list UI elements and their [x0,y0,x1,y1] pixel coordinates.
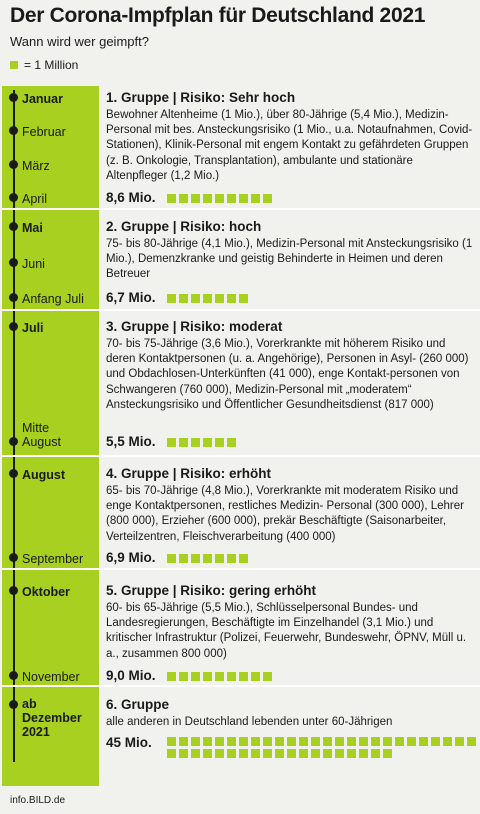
million-blocks [167,438,307,447]
million-square-icon [179,749,188,758]
million-square-icon [203,749,212,758]
million-square-icon [227,672,236,681]
million-square-icon [251,737,260,746]
million-square-icon [239,554,248,563]
million-square-icon [191,438,200,447]
million-square-icon [395,737,404,746]
million-square-icon [215,438,224,447]
group-description: 75- bis 80-Jährige (4,1 Mio.), Medizin-Personal mit Ansteckungsrisiko (1 Mio.), Demenzkranke und geistig Behinderte in Heimen und deren Betreuer [106,238,473,281]
million-square-icon [191,294,200,303]
million-square-icon [179,438,188,447]
source-label: info.BILD.de [10,795,66,806]
million-square-icon [203,438,212,447]
timeline-dot [9,553,18,562]
million-square-icon [419,737,428,746]
page-subtitle: Wann wird wer geimpft? [10,34,149,49]
month-label: März [22,159,50,173]
million-square-icon [311,737,320,746]
million-square-icon [239,737,248,746]
million-square-icon [227,749,236,758]
timeline-dot [9,586,18,595]
timeline-dot [9,93,18,102]
million-square-icon [227,438,236,447]
million-square-icon [359,749,368,758]
legend-square-icon [10,61,18,69]
million-square-icon [227,194,236,203]
month-label: September [22,552,84,566]
timeline-dot [9,671,18,680]
group-description: alle anderen in Deutschland lebenden unter 60-Jährigen [106,716,393,728]
million-square-icon [383,737,392,746]
row-separator [2,208,480,210]
page-title: Der Corona-Impfplan für Deutschland 2021 [10,4,426,27]
million-square-icon [191,737,200,746]
million-square-icon [203,737,212,746]
timeline-dot [9,193,18,202]
group-title: 2. Gruppe | Risiko: hoch [106,219,262,234]
million-square-icon [215,554,224,563]
million-square-icon [227,737,236,746]
group-description: 60- bis 65-Jährige (5,5 Mio.), Schlüsselpersonal Bundes- und Landesregierungen, Beschäftigte im Einzelhandel (3,1 Mio.) und kritischer Infrastruktur (Polizei, Feuerwehr, Bundeswehr, ÖPNV, Müll u. a., zusammen 800 000) [106,602,467,660]
group-total: 6,9 Mio. [106,550,156,565]
group-total: 6,7 Mio. [106,290,156,305]
month-label: April [22,192,48,206]
million-square-icon [371,749,380,758]
million-square-icon [167,672,176,681]
million-square-icon [263,749,272,758]
million-square-icon [251,194,260,203]
month-label: Mai [22,221,43,235]
million-square-icon [167,749,176,758]
million-square-icon [215,294,224,303]
million-square-icon [287,737,296,746]
million-square-icon [179,737,188,746]
timeline-dot [9,469,18,478]
million-square-icon [203,554,212,563]
million-square-icon [371,737,380,746]
million-square-icon [227,294,236,303]
group-title: 6. Gruppe [106,697,170,712]
million-square-icon [335,749,344,758]
million-square-icon [215,672,224,681]
timeline-line [13,90,15,762]
million-square-icon [323,737,332,746]
million-square-icon [335,737,344,746]
month-label: Oktober [22,585,70,599]
million-square-icon [239,749,248,758]
group-total: 5,5 Mio. [106,434,156,449]
million-square-icon [191,749,200,758]
million-square-icon [203,294,212,303]
timeline-dot [9,437,18,446]
million-square-icon [179,554,188,563]
million-square-icon [263,194,272,203]
legend [10,58,78,72]
timeline-dot [9,258,18,267]
million-square-icon [167,438,176,447]
million-square-icon [383,749,392,758]
million-square-icon [467,737,476,746]
million-square-icon [287,749,296,758]
million-blocks [167,554,307,563]
million-square-icon [179,294,188,303]
month-label: Januar [22,92,63,106]
month-label: Februar [22,125,66,139]
million-blocks [167,737,477,758]
million-square-icon [167,294,176,303]
million-square-icon [347,749,356,758]
million-blocks [167,294,307,303]
million-square-icon [179,194,188,203]
million-square-icon [443,737,452,746]
million-square-icon [263,672,272,681]
million-square-icon [251,672,260,681]
row-separator [2,568,480,570]
timeline-dot [9,126,18,135]
group-title: 1. Gruppe | Risiko: Sehr hoch [106,90,296,105]
legend-label: = 1 Million [24,58,79,72]
million-square-icon [203,672,212,681]
million-square-icon [239,672,248,681]
million-square-icon [431,737,440,746]
group-total: 9,0 Mio. [106,668,156,683]
group-title: 5. Gruppe | Risiko: gering erhöht [106,583,317,598]
million-square-icon [347,737,356,746]
million-square-icon [215,749,224,758]
row-separator [2,455,480,457]
million-square-icon [275,737,284,746]
million-square-icon [203,194,212,203]
month-label: November [22,670,80,684]
group-total: 8,6 Mio. [106,190,156,205]
million-square-icon [215,737,224,746]
million-square-icon [263,737,272,746]
million-square-icon [239,194,248,203]
million-square-icon [323,749,332,758]
million-square-icon [167,194,176,203]
row-separator [2,685,480,687]
month-label: August [22,468,66,482]
group-description: Bewohner Altenheime (1 Mio.), über 80-Jährige (5,4 Mio.), Medizin-Personal mit bes. Ansteckungsrisiko (1 Mio., u.a. Notaufnahmen, Covid-Stationen), Klinik-Personal mit engem Kontakt zu gefährdeten Gruppen (z. B. Onkologie, Transplantation), ambulante und stationäre Altenpfleger (1,2 Mio.) [106,109,473,182]
million-square-icon [275,749,284,758]
million-square-icon [239,294,248,303]
million-square-icon [299,749,308,758]
month-label: Anfang Juli [22,292,84,306]
timeline-dot [9,700,18,709]
group-description: 70- bis 75-Jährige (3,6 Mio.), Vorerkrankte mit höherem Risiko und deren Kontaktpersonen (u. a. Angehörige), Personen in Asyl- (260 000) und Obdachlosen-Unterkünften (41 000), enge Kontakt-personen von Schwangeren (760 000), Medizin-Personal mit „moderatem“ Ansteckungsrisiko und Öffentlicher Gesundheitsdienst (817 000) [106,338,469,411]
timeline-dot [9,160,18,169]
million-square-icon [311,749,320,758]
month-label: Juli [22,321,44,335]
million-square-icon [407,737,416,746]
million-square-icon [359,737,368,746]
group-description: 65- bis 70-Jährige (4,8 Mio.), Vorerkrankte mit moderatem Risiko und enge Kontaktpersonen, restliches Medizin- Personal (300 000), Lehrer (800 000), Erzieher (600 000), prekär Beschäftigte (Saisonarbeiter, Verteilzentren, Fleischverarbeitung (400 000) [106,485,464,543]
million-blocks [167,672,307,681]
timeline-dot [9,222,18,231]
group-title: 4. Gruppe | Risiko: erhöht [106,466,272,481]
million-square-icon [167,554,176,563]
timeline-dot [9,293,18,302]
million-square-icon [455,737,464,746]
million-square-icon [227,554,236,563]
month-label: ab Dezember 2021 [22,697,82,739]
million-square-icon [215,194,224,203]
million-square-icon [167,737,176,746]
timeline-dot [9,322,18,331]
million-square-icon [191,672,200,681]
million-square-icon [191,554,200,563]
month-label: Mitte August [22,421,61,449]
row-separator [2,309,480,311]
million-square-icon [299,737,308,746]
million-blocks [167,194,307,203]
group-total: 45 Mio. [106,735,152,750]
million-square-icon [179,672,188,681]
month-label: Juni [22,257,45,271]
million-square-icon [191,194,200,203]
group-title: 3. Gruppe | Risiko: moderat [106,319,283,334]
million-square-icon [251,749,260,758]
